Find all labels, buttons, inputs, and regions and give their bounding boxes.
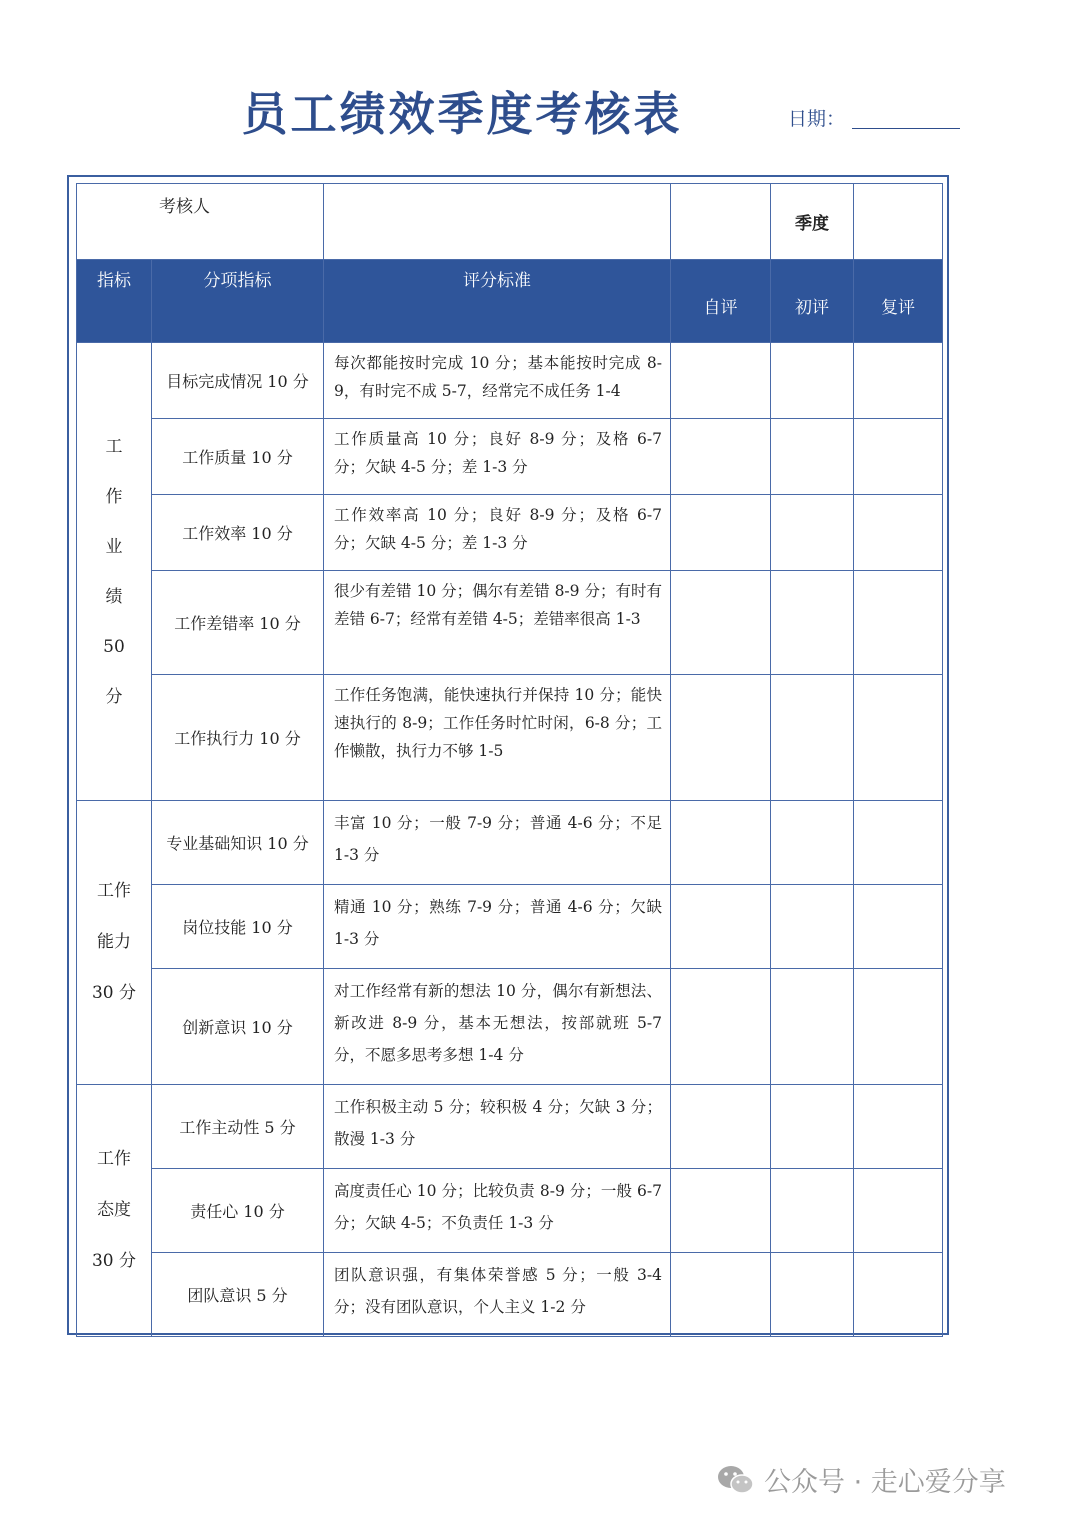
re-eval-cell[interactable] [854,571,943,675]
date-field[interactable] [852,128,960,129]
sub-indicator: 专业基础知识 10 分 [152,801,324,885]
header-re-eval: 复评 [854,260,943,343]
criteria: 工作效率高 10 分；良好 8-9 分；及格 6-7 分；欠缺 4-5 分；差 1-3 分 [324,495,671,571]
self-eval-cell[interactable] [671,571,771,675]
sub-indicator: 目标完成情况 10 分 [152,343,324,419]
sub-indicator: 责任心 10 分 [152,1169,324,1253]
re-eval-cell[interactable] [854,801,943,885]
re-eval-cell[interactable] [854,1253,943,1337]
table-row [77,1085,943,1169]
sub-indicator: 工作差错率 10 分 [152,571,324,675]
watermark-text: 公众号 · 走心爱分享 [764,1467,1006,1498]
re-eval-cell[interactable] [854,969,943,1085]
self-eval-cell[interactable] [671,343,771,419]
sub-indicator: 工作执行力 10 分 [152,675,324,801]
first-eval-cell[interactable] [771,1169,854,1253]
table-row [77,571,943,675]
first-eval-cell[interactable] [771,419,854,495]
table-row [77,969,943,1085]
header-self-eval: 自评 [671,260,771,343]
criteria: 很少有差错 10 分；偶尔有差错 8-9 分；有时有差错 6-7；经常有差错 4-5；差错率很高 1-3 [324,571,671,675]
table-row [77,343,943,419]
sub-indicator: 工作效率 10 分 [152,495,324,571]
table-row [77,801,943,885]
table-row [77,885,943,969]
self-eval-cell[interactable] [671,885,771,969]
header-sub-indicator: 分项指标 [152,260,324,343]
category-ability: 工作 能力 30 分 [77,801,152,1085]
criteria: 精通 10 分；熟练 7-9 分；普通 4-6 分；欠缺 1-3 分 [324,885,671,969]
reviewer-row [77,184,943,260]
blank-cell[interactable] [671,184,771,260]
watermark [716,1460,1006,1499]
first-eval-cell[interactable] [771,885,854,969]
re-eval-cell[interactable] [854,1169,943,1253]
header-criteria: 评分标准 [324,260,671,343]
self-eval-cell[interactable] [671,801,771,885]
table-row [77,675,943,801]
self-eval-cell[interactable] [671,675,771,801]
criteria: 团队意识强，有集体荣誉感 5 分；一般 3-4 分；没有团队意识，个人主义 1-2 分 [324,1253,671,1337]
self-eval-cell[interactable] [671,969,771,1085]
first-eval-cell[interactable] [771,571,854,675]
self-eval-cell[interactable] [671,419,771,495]
header-first-eval: 初评 [771,260,854,343]
reviewer-field[interactable] [324,184,671,260]
category-performance: 工 作 业 绩 50 分 [77,343,152,801]
re-eval-cell[interactable] [854,495,943,571]
criteria: 对工作经常有新的想法 10 分，偶尔有新想法、新改进 8-9 分，基本无想法，按部就班 5-7 分，不愿多思考多想 1-4 分 [324,969,671,1085]
re-eval-cell[interactable] [854,885,943,969]
sub-indicator: 工作主动性 5 分 [152,1085,324,1169]
table-row [77,1169,943,1253]
wechat-icon [716,1463,756,1497]
first-eval-cell[interactable] [771,1253,854,1337]
table-row [77,1253,943,1337]
page-title: 员工绩效季度考核表 [241,87,683,141]
first-eval-cell[interactable] [771,343,854,419]
self-eval-cell[interactable] [671,1085,771,1169]
re-eval-cell[interactable] [854,419,943,495]
sub-indicator: 工作质量 10 分 [152,419,324,495]
reviewer-label: 考核人 [77,184,324,260]
sub-indicator: 岗位技能 10 分 [152,885,324,969]
evaluation-table [76,183,943,1337]
first-eval-cell[interactable] [771,1085,854,1169]
criteria: 高度责任心 10 分；比较负责 8-9 分；一般 6-7 分；欠缺 4-5；不负责任 1-3 分 [324,1169,671,1253]
self-eval-cell[interactable] [671,1169,771,1253]
re-eval-cell[interactable] [854,675,943,801]
criteria: 工作积极主动 5 分；较积极 4 分；欠缺 3 分；散漫 1-3 分 [324,1085,671,1169]
self-eval-cell[interactable] [671,495,771,571]
first-eval-cell[interactable] [771,969,854,1085]
self-eval-cell[interactable] [671,1253,771,1337]
season-label: 季度 [771,184,854,260]
criteria: 工作任务饱满，能快速执行并保持 10 分；能快速执行的 8-9；工作任务时忙时闲，6-8 分；工作懒散，执行力不够 1-5 [324,675,671,801]
re-eval-cell[interactable] [854,1085,943,1169]
table-row [77,495,943,571]
first-eval-cell[interactable] [771,675,854,801]
re-eval-cell[interactable] [854,343,943,419]
first-eval-cell[interactable] [771,801,854,885]
date-label: 日期： [788,108,846,130]
sub-indicator: 创新意识 10 分 [152,969,324,1085]
table-row [77,419,943,495]
season-field[interactable] [854,184,943,260]
header-row [77,260,943,343]
criteria: 丰富 10 分；一般 7-9 分；普通 4-6 分；不足 1-3 分 [324,801,671,885]
first-eval-cell[interactable] [771,495,854,571]
criteria: 每次都能按时完成 10 分；基本能按时完成 8-9，有时完不成 5-7，经常完不成任务 1-4 [324,343,671,419]
category-attitude: 工作 态度 30 分 [77,1085,152,1337]
header-indicator: 指标 [77,260,152,343]
criteria: 工作质量高 10 分；良好 8-9 分；及格 6-7 分；欠缺 4-5 分；差 1-3 分 [324,419,671,495]
sub-indicator: 团队意识 5 分 [152,1253,324,1337]
